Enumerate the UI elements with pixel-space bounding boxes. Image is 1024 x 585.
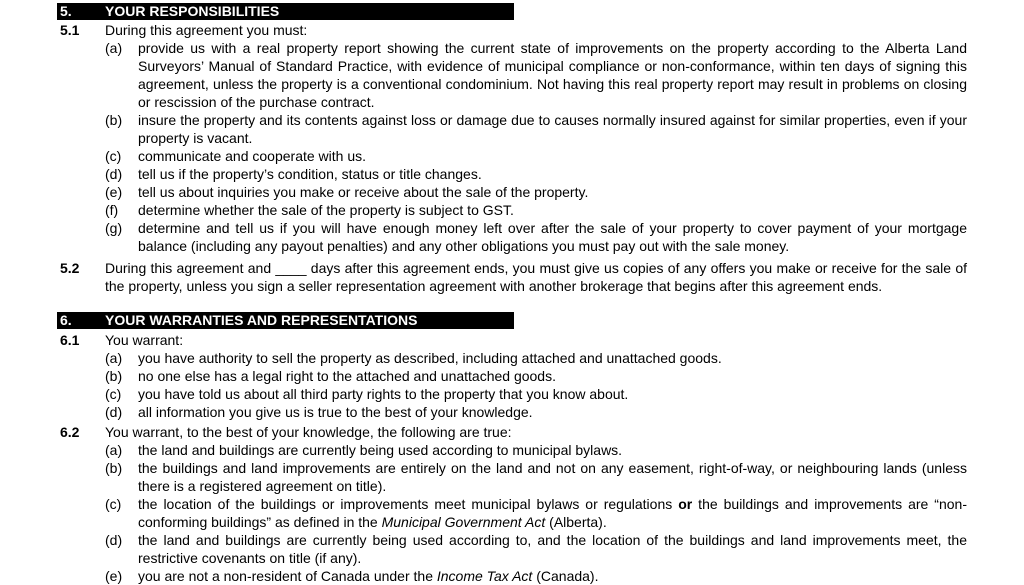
item-text: you have told us about all third party rights to the property that you know about. [138, 386, 629, 402]
item-text: determine and tell us if you will have enough money left over after the sale of your property to cover payment of your mortgage balance (including any payout penalties) and any other obligations you must pay out with the sale money. [138, 220, 967, 254]
list-item [105, 183, 967, 201]
item-text: the buildings and land improvements are entirely on the land and not on any easement, right-of-way, or neighbouring lands (unless there is a registered agreement on title). [138, 460, 967, 494]
item-text: the land and buildings are currently being used according to, and the location of the buildings and land improvements meet, the restrictive covenants on title (if any). [138, 532, 967, 566]
list-item [105, 201, 967, 219]
item-label: (a) [105, 350, 123, 366]
item-text: communicate and cooperate with us. [138, 148, 367, 164]
item-label: (a) [105, 442, 123, 458]
list-item [105, 147, 967, 165]
item-label: (c) [105, 386, 122, 402]
item-text-part: (Alberta). [545, 514, 607, 530]
clause-number: 6.2 [60, 424, 80, 440]
item-text: tell us about inquiries you make or receive about the sale of the property. [138, 184, 589, 200]
item-label: (c) [105, 148, 122, 164]
item-text [138, 568, 598, 584]
item-text-part: (Canada). [532, 568, 599, 584]
item-label: (a) [105, 40, 123, 56]
item-text: provide us with a real property report showing the current state of improvements on the property according to the Alberta Land Surveyors’ Manual of Standard Practice, with evidence of municipal compliance or non-conformance, within ten days of signing this agreement, unless the property is a conventional condominium. Not having this real property report may result in problems on closing or rescission of the purchase contract. [138, 40, 967, 110]
clause-5-1-list [105, 39, 967, 255]
list-item [105, 441, 967, 459]
clause-6-1-list [105, 349, 967, 421]
list-item [105, 349, 967, 367]
list-item [105, 165, 967, 183]
item-text: no one else has a legal right to the attached and unattached goods. [138, 368, 556, 384]
item-text: determine whether the sale of the property is subject to GST. [138, 202, 514, 218]
item-text-part: the buildings and improvements are “non-conforming buildings” as defined in the [138, 496, 967, 530]
clause-5-2-text: During this agreement and ____ days after this agreement ends, you must give us copies of any offers you make or receive for the sale of the property, unless you sign a seller representation agreement with another brokerage that begins after this agreement ends. [105, 260, 967, 294]
emphasis-or: or [678, 496, 693, 512]
list-item [105, 367, 967, 385]
item-text: all information you give us is true to the best of your knowledge. [138, 404, 533, 420]
list-item [105, 567, 967, 585]
item-text: insure the property and its contents against loss or damage due to causes normally insured against for similar properties, even if your property is vacant. [138, 112, 967, 146]
item-label: (e) [105, 184, 123, 200]
clause-6-2 [57, 423, 967, 585]
section-5-number: 5. [60, 3, 72, 19]
item-label: (d) [105, 166, 123, 182]
act-name: Municipal Government Act [381, 514, 546, 530]
clause-6-1 [57, 331, 967, 421]
list-item [105, 403, 967, 421]
list-item [105, 385, 967, 403]
item-label: (d) [105, 404, 123, 420]
section-5-title: YOUR RESPONSIBILITIES [105, 3, 280, 19]
clause-5-2 [57, 259, 967, 295]
item-label: (c) [105, 496, 122, 512]
list-item [105, 459, 967, 495]
list-item [105, 111, 967, 147]
item-text-part: the location of the buildings or improvements meet municipal bylaws or regulations [138, 496, 679, 512]
section-6-number: 6. [60, 312, 72, 328]
item-text: tell us if the property’s condition, status or title changes. [138, 166, 482, 182]
section-6-title: YOUR WARRANTIES AND REPRESENTATIONS [105, 312, 418, 328]
item-label: (g) [105, 220, 123, 236]
item-text: the land and buildings are currently being used according to municipal bylaws. [138, 442, 623, 458]
clause-intro: You warrant: [105, 332, 184, 348]
item-label: (b) [105, 368, 123, 384]
item-text [138, 496, 967, 530]
item-text: you have authority to sell the property as described, including attached and unattached goods. [138, 350, 722, 366]
clause-number: 6.1 [60, 332, 80, 348]
item-text-part: you are not a non-resident of Canada under the [138, 568, 437, 584]
clause-intro: During this agreement you must: [105, 22, 308, 38]
list-item [105, 495, 967, 531]
clause-intro: You warrant, to the best of your knowledge, the following are true: [105, 424, 512, 440]
list-item [105, 531, 967, 567]
section-6-header [57, 312, 514, 329]
item-label: (b) [105, 460, 123, 476]
section-5-header [57, 3, 514, 20]
item-label: (f) [105, 202, 119, 218]
clause-number: 5.1 [60, 22, 80, 38]
item-label: (d) [105, 532, 123, 548]
list-item [105, 39, 967, 111]
act-name: Income Tax Act [436, 568, 533, 584]
clause-number: 5.2 [60, 260, 80, 276]
item-label: (b) [105, 112, 123, 128]
item-label: (e) [105, 568, 123, 584]
clause-5-1 [57, 21, 967, 255]
list-item [105, 219, 967, 255]
